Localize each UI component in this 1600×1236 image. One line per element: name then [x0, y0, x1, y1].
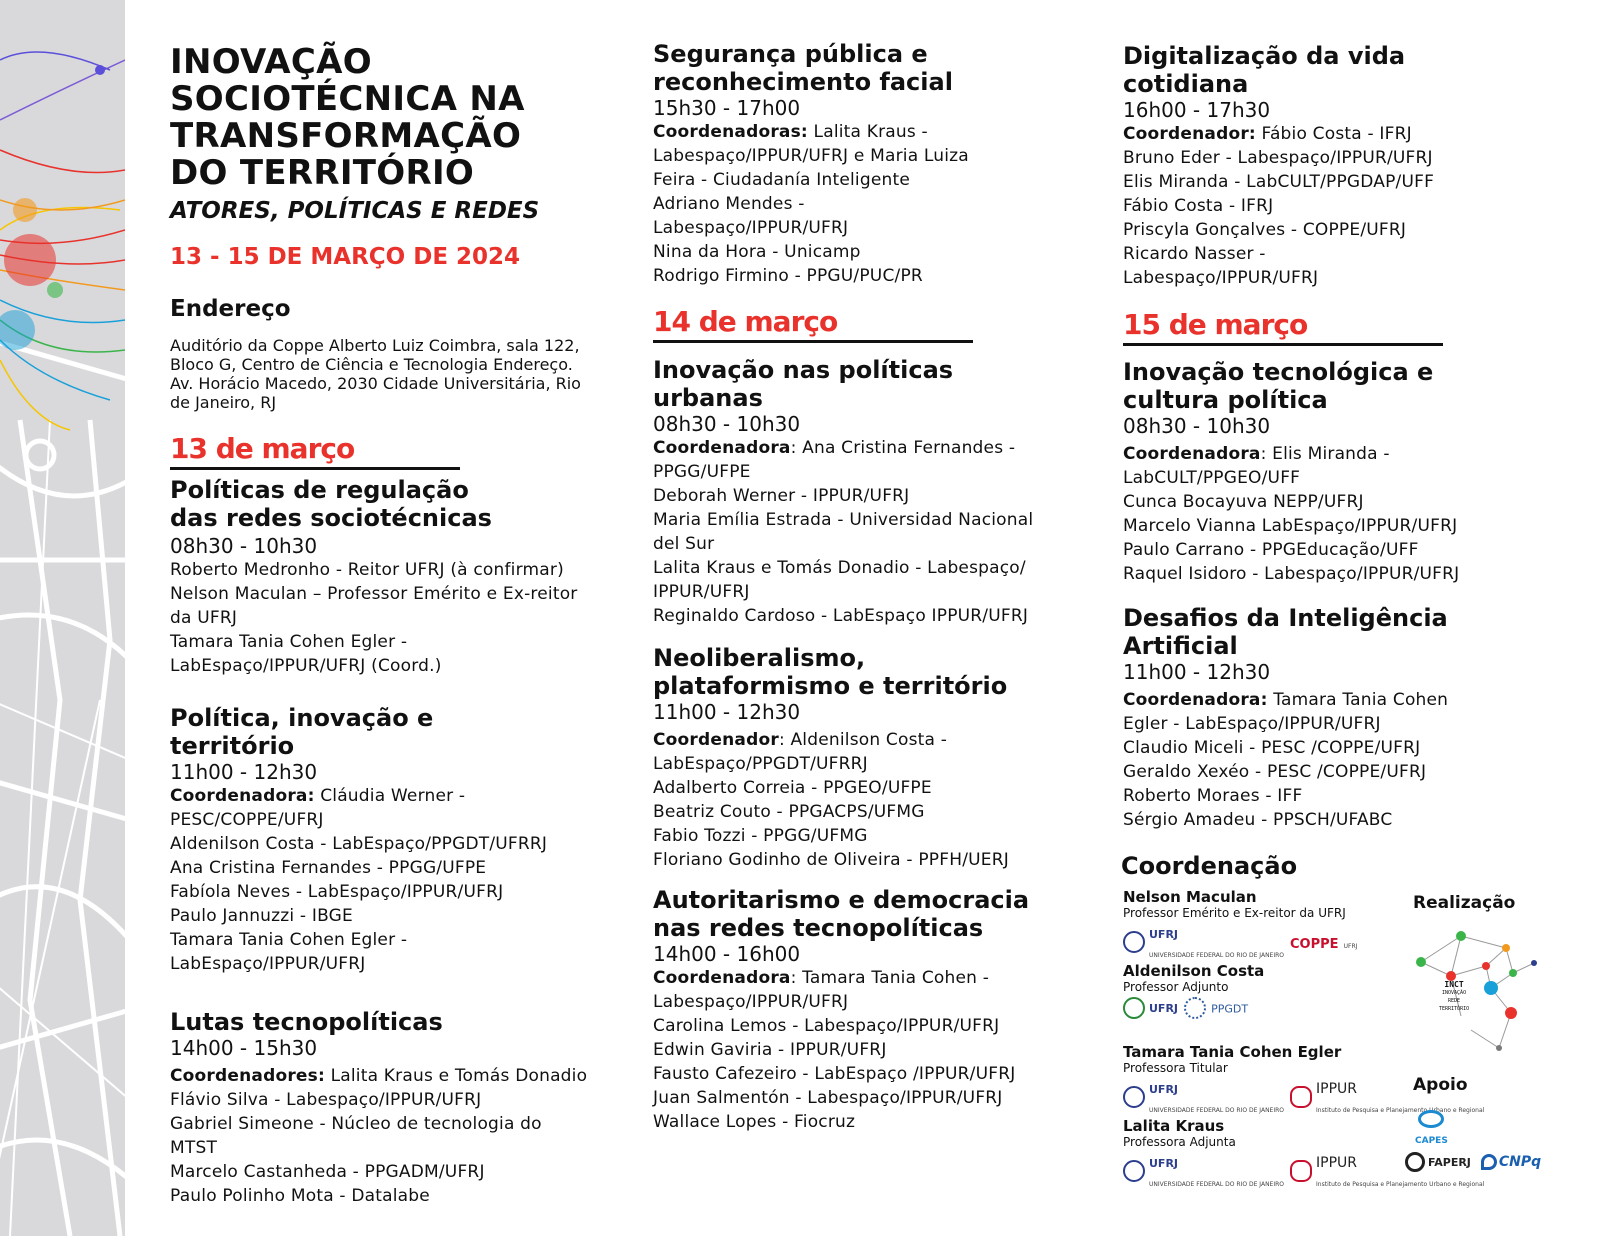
participant-line: Adriano Mendes - — [653, 194, 805, 214]
coordinator-name: Fábio Costa - IFRJ — [1255, 124, 1412, 144]
coordination-heading: Coordenação — [1121, 852, 1298, 880]
coordinator-line — [653, 436, 1033, 460]
inct-label: REDE — [1448, 998, 1461, 1004]
participant-line: Tamara Tania Cohen Egler - — [170, 930, 408, 950]
session-title: plataformismo e território — [653, 672, 1008, 700]
coordinator-name: : Ana Cristina Fernandes - — [790, 438, 1016, 458]
participant-line: Wallace Lopes - Fiocruz — [653, 1112, 856, 1132]
participant-line: Juan Salmentón - Labespaço/IPPUR/UFRJ — [653, 1088, 1003, 1108]
ippur-icon — [1290, 1160, 1312, 1182]
session-title: Artificial — [1123, 632, 1238, 660]
title-line: DO TERRITÓRIO — [170, 153, 475, 193]
session-title: Autoritarismo e democracia — [653, 886, 1030, 914]
coordinator-card — [1123, 888, 1357, 961]
participant-line: Beatriz Couto - PPGACPS/UFMG — [653, 802, 925, 822]
faperj-icon — [1405, 1152, 1425, 1172]
participant-line: Paulo Polinho Mota - Datalabe — [170, 1186, 430, 1206]
ippur-icon — [1290, 1086, 1312, 1108]
participant-line: Bruno Eder - Labespaço/IPPUR/UFRJ — [1123, 148, 1433, 168]
day-heading-14 — [653, 305, 973, 343]
session-time: 08h30 - 10h30 — [170, 534, 318, 558]
ufrj-logo — [1123, 1078, 1284, 1116]
session-card — [653, 644, 1009, 872]
ufrj-seal-icon — [1123, 1160, 1145, 1182]
coordinator-line — [653, 120, 969, 144]
logo-row — [1123, 923, 1357, 961]
participant-line: Marcelo Castanheda - PPGADM/UFRJ — [170, 1162, 485, 1182]
coordinator-name: Lalita Kraus — [1123, 1117, 1225, 1135]
coordinator-role: Professora Titular — [1123, 1061, 1228, 1075]
ppgdt-logo — [1184, 997, 1248, 1019]
inct-label: TERRITÓRIO — [1439, 1006, 1470, 1012]
coordinator-label: Coordenadora: — [170, 786, 315, 806]
coordinator-label: Coordenadoras: — [653, 122, 808, 142]
session-title: cotidiana — [1123, 70, 1249, 98]
logo-row — [1123, 997, 1264, 1019]
participant-line: Fausto Cafezeiro - LabEspaço /IPPUR/UFRJ — [653, 1064, 1016, 1084]
participant-line: Flávio Silva - Labespaço/IPPUR/UFRJ — [170, 1090, 482, 1110]
day-label: 13 de março — [170, 432, 355, 465]
session-card — [170, 704, 547, 976]
participant-line: Lalita Kraus e Tomás Donadio - Labespaço/ — [653, 558, 1026, 578]
day-label: 15 de março — [1123, 308, 1308, 341]
coppe-subtext: UFRJ — [1343, 942, 1358, 950]
inct-network-logo — [1401, 918, 1551, 1068]
participant-line: Edwin Gaviria - IPPUR/UFRJ — [653, 1040, 887, 1060]
participant-line: Geraldo Xexéo - PESC /COPPE/UFRJ — [1123, 762, 1427, 782]
inct-logo-text — [1439, 981, 1469, 1013]
participant-line: Labespaço/IPPUR/UFRJ — [1123, 268, 1319, 288]
day-heading-15 — [1123, 308, 1443, 346]
divider — [1123, 343, 1443, 346]
participant-line: Fabio Tozzi - PPGG/UFMG — [653, 826, 868, 846]
participant-line: Roberto Medronho - Reitor UFRJ (à confirmar) — [170, 560, 564, 580]
inct-network-icon — [1401, 918, 1551, 1068]
session-title: Lutas tecnopolíticas — [170, 1008, 443, 1036]
coordinator-label: Coordenadora: — [1123, 690, 1268, 710]
ufrj-wordmark: UFRJ — [1149, 1083, 1179, 1096]
ufrj-seal-icon — [1123, 997, 1145, 1019]
coordinator-line — [1123, 122, 1434, 146]
decorative-sidebar — [0, 0, 125, 1236]
network-map-illustration — [0, 0, 125, 1236]
coppe-logo — [1290, 933, 1357, 952]
realizacao-heading: Realização — [1413, 893, 1516, 913]
participant-line: Paulo Jannuzzi - IBGE — [170, 906, 353, 926]
cnpq-wordmark: CNPq — [1498, 1154, 1542, 1170]
participant-line: Egler - LabEspaço/IPPUR/UFRJ — [1123, 714, 1381, 734]
participant-line: PPGG/UFPE — [653, 462, 751, 482]
session-card — [1123, 604, 1448, 832]
participant-line: Nelson Maculan – Professor Emérito e Ex-reitor — [170, 584, 578, 604]
coordinator-name: Lalita Kraus e Tomás Donadio — [324, 1066, 588, 1086]
participant-line: IPPUR/UFRJ — [653, 582, 750, 602]
participant-line: PESC/COPPE/UFRJ — [170, 810, 324, 830]
participant-line: Marcelo Vianna LabEspaço/IPPUR/UFRJ — [1123, 516, 1458, 536]
coordinator-role: Professor Emérito e Ex-reitor da UFRJ — [1123, 906, 1346, 920]
session-card — [1123, 42, 1434, 290]
sponsor-logos — [1405, 1152, 1541, 1172]
coordinator-role: Professor Adjunto — [1123, 980, 1229, 994]
coordinator-name: Nelson Maculan — [1123, 888, 1257, 906]
event-dates: 13 - 15 DE MARÇO DE 2024 — [170, 244, 521, 270]
ippur-subtext: Instituto de Pesquisa e Planejamento Urbano e Regional — [1316, 1181, 1485, 1188]
title-line: SOCIOTÉCNICA NA — [170, 79, 525, 119]
ufrj-subtext: UNIVERSIDADE FEDERAL DO RIO DE JANEIRO — [1149, 1107, 1285, 1114]
participant-line: LabEspaço/IPPUR/UFRJ (Coord.) — [170, 656, 442, 676]
ufrj-wordmark: UFRJ — [1149, 1001, 1179, 1015]
participant-line: Elis Miranda - LabCULT/PPGDAP/UFF — [1123, 172, 1435, 192]
subtitle: ATORES, POLÍTICAS E REDES — [170, 198, 540, 224]
address-text: Auditório da Coppe Alberto Luiz Coimbra, sala 122, Bloco G, Centro de Ciência e Tecnologia Endereço. Av. Horácio Macedo, 2030 Cidade Universitária, Rio de Janeiro, RJ — [170, 336, 581, 412]
session-title: reconhecimento facial — [653, 68, 953, 96]
participant-line: Gabriel Simeone - Núcleo de tecnologia do — [170, 1114, 542, 1134]
participant-line: Labespaço/IPPUR/UFRJ — [653, 218, 849, 238]
apoio-heading: Apoio — [1413, 1075, 1468, 1095]
coordinator-card — [1123, 962, 1264, 1019]
coordinator-line — [170, 784, 547, 808]
participant-line: LabEspaço/IPPUR/UFRJ — [170, 954, 366, 974]
session-title: Políticas de regulação — [170, 476, 469, 504]
coordinator-label: Coordenador: — [1123, 124, 1256, 144]
ufrj-logo — [1123, 923, 1284, 961]
title-line: INOVAÇÃO — [170, 42, 372, 82]
session-card — [170, 1008, 587, 1208]
ufrj-seal-icon — [1123, 1086, 1145, 1108]
participant-line: Raquel Isidoro - Labespaço/IPPUR/UFRJ — [1123, 564, 1460, 584]
coordinator-label: Coordenadora — [653, 438, 791, 458]
participant-line: del Sur — [653, 534, 715, 554]
participant-line: Ricardo Nasser - — [1123, 244, 1266, 264]
session-title: Desafios da Inteligência — [1123, 604, 1448, 632]
coordinator-name: Tamara Tania Cohen Egler — [1123, 1043, 1342, 1061]
divider — [653, 340, 973, 343]
capes-wordmark: CAPES — [1415, 1136, 1448, 1146]
session-card — [653, 40, 969, 288]
session-time: 14h00 - 16h00 — [653, 942, 801, 966]
participant-line: Ana Cristina Fernandes - PPGG/UFPE — [170, 858, 487, 878]
coordinator-line — [1123, 442, 1459, 466]
session-time: 11h00 - 12h30 — [1123, 660, 1271, 684]
participant-line: Fabíola Neves - LabEspaço/IPPUR/UFRJ — [170, 882, 504, 902]
coordinator-line — [1123, 688, 1448, 712]
day-label: 14 de março — [653, 305, 838, 338]
coordinator-name: : Aldenilson Costa - — [778, 730, 948, 750]
inct-label: INCT — [1444, 980, 1464, 989]
participant-line: Cunca Bocayuva NEPP/UFRJ — [1123, 492, 1364, 512]
participant-line: Paulo Carrano - PPGEducação/UFF — [1123, 540, 1419, 560]
coordinator-label: Coordenadores: — [170, 1066, 325, 1086]
session-time: 14h00 - 15h30 — [170, 1036, 318, 1060]
ufrj-logo — [1123, 1152, 1284, 1190]
address-heading: Endereço — [170, 296, 291, 322]
cnpq-logo — [1481, 1154, 1541, 1170]
participant-line: Adalberto Correia - PPGEO/UFPE — [653, 778, 932, 798]
participant-line: da UFRJ — [170, 608, 238, 628]
participant-line: Roberto Moraes - IFF — [1123, 786, 1303, 806]
participant-line: Feira - Ciudadanía Inteligente — [653, 170, 910, 190]
coordinator-line — [653, 966, 1029, 990]
session-time: 08h30 - 10h30 — [1123, 414, 1271, 438]
session-title: território — [170, 732, 295, 760]
capes-icon — [1418, 1110, 1444, 1128]
day-heading-13 — [170, 432, 460, 470]
ufrj-wordmark: UFRJ — [1149, 1157, 1179, 1170]
session-card — [1123, 358, 1459, 586]
participant-line: Sérgio Amadeu - PPSCH/UFABC — [1123, 810, 1393, 830]
coordinator-name: Tamara Tania Cohen — [1267, 690, 1449, 710]
inct-label: INOVAÇÃO — [1442, 990, 1467, 996]
participant-line: Deborah Werner - IPPUR/UFRJ — [653, 486, 910, 506]
coordinator-line — [170, 1064, 587, 1088]
ppgdt-icon — [1184, 997, 1206, 1019]
participant-line: Claudio Miceli - PESC /COPPE/UFRJ — [1123, 738, 1421, 758]
session-title: Digitalização da vida — [1123, 42, 1406, 70]
participant-line: Fábio Costa - IFRJ — [1123, 196, 1274, 216]
participant-line: Floriano Godinho de Oliveira - PPFH/UERJ — [653, 850, 1009, 870]
participant-line: Tamara Tania Cohen Egler - — [170, 632, 408, 652]
session-card — [170, 476, 577, 678]
participant-line: Nina da Hora - Unicamp — [653, 242, 861, 262]
participant-line: Aldenilson Costa - LabEspaço/PPGDT/UFRRJ — [170, 834, 548, 854]
session-title: Inovação tecnológica e — [1123, 358, 1434, 386]
ufrj-wordmark: UFRJ — [1149, 928, 1179, 941]
session-title: Política, inovação e — [170, 704, 434, 732]
participant-line: LabEspaço/PPGDT/UFRRJ — [653, 754, 868, 774]
session-title: Inovação nas políticas — [653, 356, 954, 384]
session-title: urbanas — [653, 384, 763, 412]
ufrj-seal-icon — [1123, 931, 1145, 953]
ppgdt-wordmark: PPGDT — [1211, 1002, 1249, 1016]
coordinator-name: : Elis Miranda - — [1260, 444, 1390, 464]
coppe-wordmark: COPPE — [1290, 936, 1339, 952]
coordinator-name: : Tamara Tania Cohen - — [790, 968, 990, 988]
main-title — [170, 44, 525, 192]
divider — [170, 467, 460, 470]
session-title: Segurança pública e — [653, 40, 928, 68]
session-card — [653, 886, 1029, 1134]
session-title: Neoliberalismo, — [653, 644, 866, 672]
title-line: TRANSFORMAÇÃO — [170, 116, 522, 156]
session-title: nas redes tecnopolíticas — [653, 914, 984, 942]
session-title: das redes sociotécnicas — [170, 504, 492, 532]
participant-line: Reginaldo Cardoso - LabEspaço IPPUR/UFRJ — [653, 606, 1029, 626]
participant-line: Priscyla Gonçalves - COPPE/UFRJ — [1123, 220, 1407, 240]
coordinator-label: Coordenadora — [1123, 444, 1261, 464]
session-card — [653, 356, 1033, 628]
coordinator-name: Aldenilson Costa — [1123, 962, 1265, 980]
session-time: 11h00 - 12h30 — [653, 700, 801, 724]
coordinator-line — [653, 728, 1009, 752]
session-time: 16h00 - 17h30 — [1123, 98, 1271, 122]
participant-line: Labespaço/IPPUR/UFRJ e Maria Luiza — [653, 146, 969, 166]
session-title: cultura política — [1123, 386, 1328, 414]
session-time: 15h30 - 17h00 — [653, 96, 801, 120]
coordinator-role: Professora Adjunta — [1123, 1135, 1236, 1149]
coordinator-name: Cláudia Werner - — [314, 786, 466, 806]
participant-line: Labespaço/IPPUR/UFRJ — [653, 992, 849, 1012]
coordinator-name: Lalita Kraus - — [807, 122, 928, 142]
faperj-logo — [1405, 1152, 1471, 1172]
cnpq-icon — [1481, 1154, 1497, 1170]
participant-line: Carolina Lemos - Labespaço/IPPUR/UFRJ — [653, 1016, 1000, 1036]
ippur-subtext: Instituto de Pesquisa e Planejamento Urbano e Regional — [1316, 1107, 1485, 1114]
ippur-wordmark: IPPUR — [1316, 1081, 1358, 1097]
session-time: 11h00 - 12h30 — [170, 760, 318, 784]
ippur-wordmark: IPPUR — [1316, 1155, 1358, 1171]
coordinator-label: Coordenadora — [653, 968, 791, 988]
ufrj-subtext: UNIVERSIDADE FEDERAL DO RIO DE JANEIRO — [1149, 952, 1285, 959]
participant-line: LabCULT/PPGEO/UFF — [1123, 468, 1301, 488]
capes-logo — [1415, 1110, 1448, 1147]
participant-line: MTST — [170, 1138, 218, 1158]
ufrj-logo — [1123, 997, 1178, 1019]
session-time: 08h30 - 10h30 — [653, 412, 801, 436]
coordinator-label: Coordenador — [653, 730, 779, 750]
participant-line: Rodrigo Firmino - PPGU/PUC/PR — [653, 266, 923, 286]
ufrj-subtext: UNIVERSIDADE FEDERAL DO RIO DE JANEIRO — [1149, 1181, 1285, 1188]
faperj-wordmark: FAPERJ — [1428, 1155, 1471, 1169]
participant-line: Maria Emília Estrada - Universidad Nacional — [653, 510, 1034, 530]
